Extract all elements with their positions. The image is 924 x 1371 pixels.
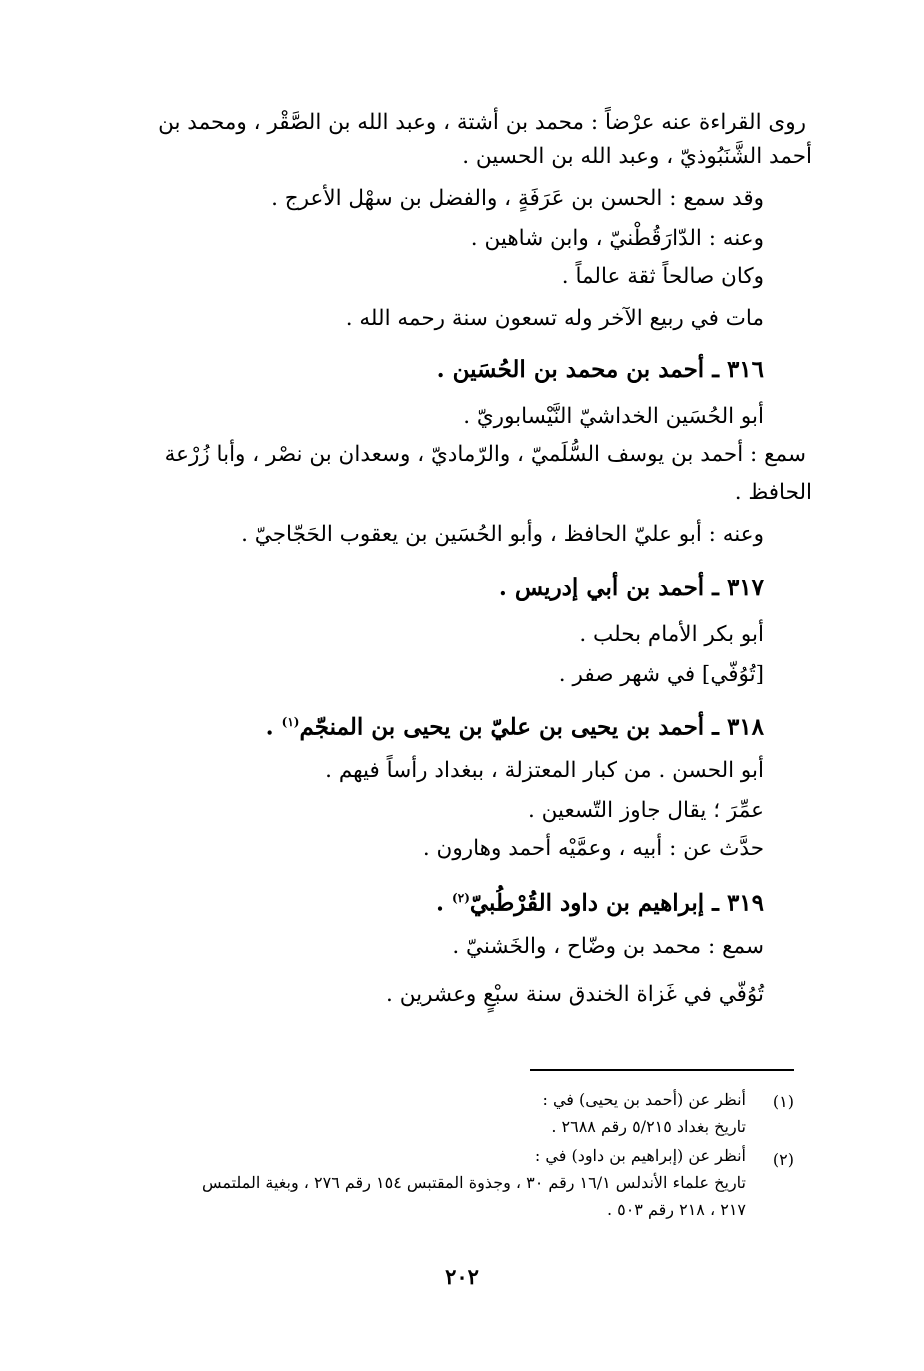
entry-heading-319-end: .: [436, 889, 453, 917]
entry-318-age: عمِّرَ ؛ يقال جاوز التّسعين .: [527, 798, 764, 823]
footnote-1: [80, 1086, 746, 1140]
entry-319-heard: سمع : محمد بن وضّاح ، والخَشنيّ .: [452, 934, 764, 959]
paragraph-readers-line2: أحمد الشَّنَبُوذيّ ، وعبد الله بن الحسين .: [462, 144, 812, 169]
footnote-2-line3: ٢١٧ ، ٢١٨ رقم ٥٠٣ .: [606, 1200, 746, 1219]
entry-heading-318: [86, 704, 764, 746]
footnote-2: [80, 1142, 746, 1223]
footnote-ref-2[interactable]: (٢): [452, 891, 470, 905]
footnote-2-number: (٢): [772, 1150, 794, 1169]
paragraph-narrated-by: وعنه : الدّارَقُطْنيّ ، وابن شاهين .: [470, 226, 764, 251]
entry-318-kunya: أبو الحسن . من كبار المعتزلة ، ببغداد رأساً فيهم .: [325, 758, 764, 783]
entry-heading-318-end: .: [265, 713, 282, 741]
paragraph-readers-line1: روى القراءة عنه عرْضاً : محمد بن أشتة ، وعبد الله بن الصَّقْر ، ومحمد بن: [158, 110, 806, 135]
entry-316-heard-line2: الحافظ .: [734, 480, 812, 505]
entry-319-death: تُوُفّي في غَزاة الخندق سنة سبْعٍ وعشرين .: [386, 982, 764, 1007]
footnote-ref-1[interactable]: (١): [281, 715, 300, 729]
paragraph-death: مات في ربيع الآخر وله تسعون سنة رحمه الله .: [345, 306, 764, 331]
entry-heading-319-text: ٣١٩ ـ إبراهيم بن داود القُرْطُبيّ: [469, 889, 764, 917]
entry-318-narrated-from: حدَّث عن : أبيه ، وعمَّيْه أحمد وهارون .: [422, 836, 764, 861]
paragraph-heard-from: وقد سمع : الحسن بن عَرَفَةٍ ، والفضل بن سهْل الأعرج .: [271, 186, 764, 211]
footnote-1-line1: أنظر عن (أحمد بن يحيى) في :: [542, 1090, 746, 1109]
footnote-2-line1: أنظر عن (إبراهيم بن داود) في :: [534, 1146, 746, 1165]
entry-317-kunya: أبو بكر الأمام بحلب .: [579, 622, 764, 647]
page-number: ٢٠٢: [445, 1264, 479, 1289]
entry-317-death: [تُوُفّي] في شهر صفر .: [558, 662, 764, 687]
entry-316-kunya: أبو الحُسَين الخداشيّ النَّيْسابوريّ .: [463, 404, 764, 429]
entry-316-narrated-by: وعنه : أبو عليّ الحافظ ، وأبو الحُسَين بن يعقوب الحَجّاجيّ .: [241, 522, 764, 547]
entry-heading-316: ٣١٦ ـ أحمد بن محمد بن الحُسَين .: [436, 356, 764, 383]
paragraph-trustworthy: وكان صالحاً ثقة عالماً .: [561, 264, 764, 289]
entry-heading-319: [86, 880, 764, 922]
entry-heading-317: ٣١٧ ـ أحمد بن أبي إدريس .: [498, 574, 764, 601]
entry-heading-318-text: ٣١٨ ـ أحمد بن يحيى بن عليّ بن يحيى بن المنجّم: [299, 713, 764, 741]
footnote-1-line2: تاريخ بغداد ٥/٢١٥ رقم ٢٦٨٨ .: [551, 1117, 746, 1136]
footnote-1-number: (١): [772, 1092, 794, 1111]
footnote-2-line2: تاريخ علماء الأندلس ١٦/١ رقم ٣٠ ، وجذوة المقتبس ١٥٤ رقم ٢٧٦ ، وبغية الملتمس: [201, 1173, 746, 1192]
entry-316-heard-line1: سمع : أحمد بن يوسف السُّلَميّ ، والرّماديّ ، وسعدان بن نصْر ، وأبا زُرْعة: [164, 442, 806, 467]
footnote-divider: [530, 1069, 794, 1071]
